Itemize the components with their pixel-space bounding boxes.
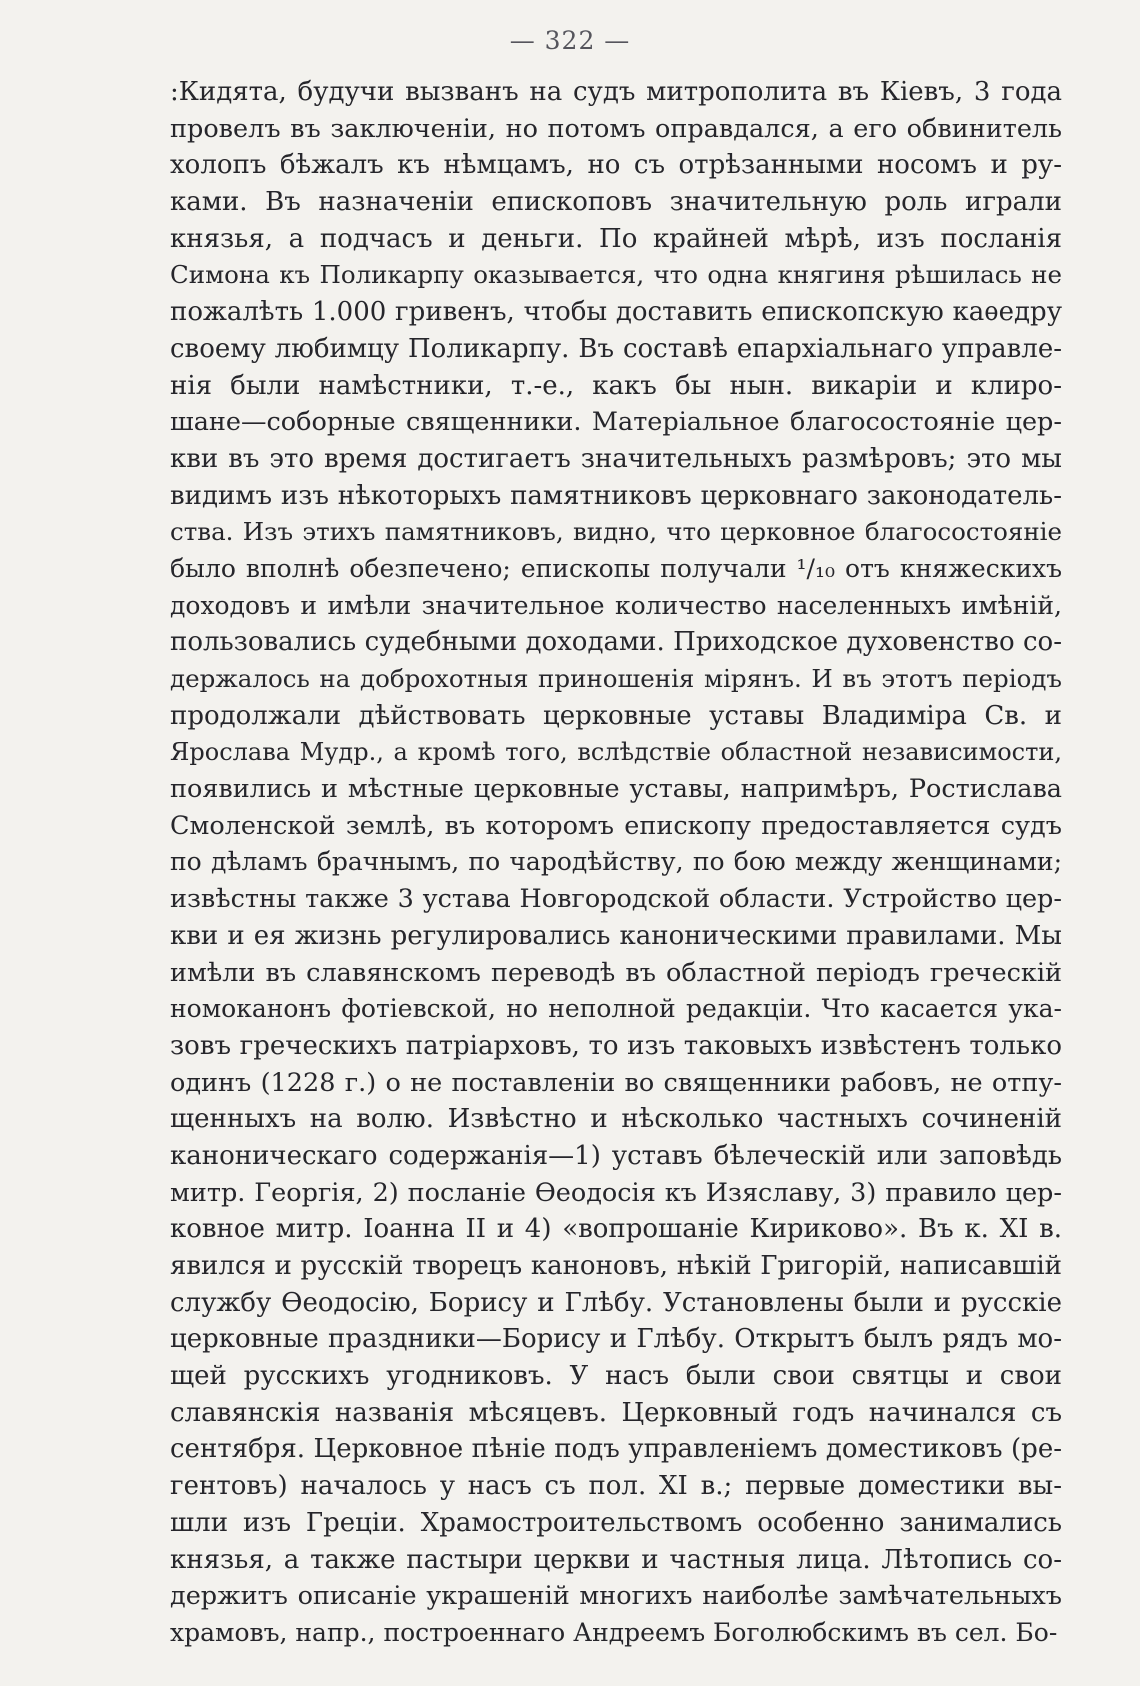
text-line: князья, а подчасъ и деньги. По крайней мѣрѣ, изъ посланія xyxy=(170,223,1062,254)
text-line: держитъ описаніе украшеній многихъ наиболѣе замѣчательныхъ xyxy=(170,1581,1062,1612)
text-line: ства. Изъ этихъ памятниковъ, видно, что церковное благосостояніе xyxy=(170,517,1062,547)
text-line: держалось на доброхотныя приношенія мірянъ. И въ этотъ періодъ xyxy=(170,664,1062,693)
text-line: пожалѣть 1.000 гривенъ, чтобы доставить епископскую каѳедру xyxy=(170,297,1062,328)
text-line: своему любимцу Поликарпу. Въ составѣ епархіальнаго управле- xyxy=(170,333,1062,364)
text-line: пользовались судебными доходами. Приходское духовенство со- xyxy=(170,627,1062,658)
text-line: ками. Въ назначеніи епископовъ значительную роль играли xyxy=(170,187,1062,218)
text-line: Ярослава Мудр., а кромѣ того, вслѣдствіе областной независимости, xyxy=(170,738,1062,767)
text-line: кви въ это время достигаетъ значительныхъ размѣровъ; это мы xyxy=(170,443,1062,474)
text-line: шли изъ Греціи. Храмостроительствомъ особенно занимались xyxy=(170,1507,1062,1538)
page-number: — 322 — xyxy=(509,26,631,55)
text-line: по дѣламъ брачнымъ, по чародѣйству, по бою между женщинами; xyxy=(170,847,1062,877)
text-line: одинъ (1228 г.) о не поставленіи во священники рабовъ, не отпу- xyxy=(170,1067,1062,1098)
text-line: службу Ѳеодосію, Борису и Глѣбу. Установлены были и русскіе xyxy=(170,1287,1062,1318)
text-line: шане—соборные священники. Матеріальное благосостояніе цер- xyxy=(170,407,1062,438)
body-text xyxy=(170,74,1062,1652)
text-line: продолжали дѣйствовать церковные уставы Владиміра Св. и xyxy=(170,700,1062,731)
text-line: храмовъ, напр., построеннаго Андреемъ Боголюбскимъ въ сел. Бо- xyxy=(170,1617,1058,1647)
text-line: провелъ въ заключеніи, но потомъ оправдался, а его обвинитель xyxy=(170,113,1062,144)
text-line: кви и ея жизнь регулировались каноническими правилами. Мы xyxy=(170,920,1062,951)
text-line: видимъ изъ нѣкоторыхъ памятниковъ церковнаго законодатель- xyxy=(170,480,1062,511)
text-line: зовъ греческихъ патріарховъ, то изъ таковыхъ извѣстенъ только xyxy=(170,1030,1062,1061)
text-line: щей русскихъ угодниковъ. У насъ были свои святцы и свои xyxy=(170,1361,1062,1392)
text-line: князья, а также пастыри церкви и частныя лица. Лѣтопись со- xyxy=(170,1544,1062,1575)
text-line: церковные праздники—Борису и Глѣбу. Открытъ былъ рядъ мо- xyxy=(170,1324,1062,1355)
text-line: митр. Георгія, 2) посланіе Ѳеодосія къ Изяславу, 3) правило цер- xyxy=(170,1177,1062,1208)
text-line: имѣли въ славянскомъ переводѣ въ областной періодъ греческій xyxy=(170,957,1062,988)
text-line: номоканонъ фотіевской, но неполной редакціи. Что касается ука- xyxy=(170,994,1062,1024)
text-line: гентовъ) началось у насъ съ пол. XI в.; первые доместики вы- xyxy=(170,1471,1062,1502)
text-line: появились и мѣстные церковные уставы, напримѣръ, Ростислава xyxy=(170,774,1062,805)
text-line: извѣстны также 3 устава Новгородской области. Устройство цер- xyxy=(170,884,1062,915)
text-line: сентября. Церковное пѣніе подъ управленіемъ доместиковъ (ре- xyxy=(170,1434,1062,1465)
text-line: явился и русскій творецъ каноновъ, нѣкій Григорій, написавшій xyxy=(170,1251,1062,1281)
text-line: ковное митр. Іоанна II и 4) «вопрошаніе Кириково». Въ к. XI в. xyxy=(170,1214,1062,1245)
text-line: Смоленской землѣ, въ которомъ епископу предоставляется судъ xyxy=(170,810,1062,841)
text-line: доходовъ и имѣли значительное количество населенныхъ имѣній, xyxy=(170,590,1062,620)
text-line: щенныхъ на волю. Извѣстно и нѣсколько частныхъ сочиненій xyxy=(170,1104,1062,1135)
text-line: нія были намѣстники, т.-е., какъ бы нын. викаріи и клиро- xyxy=(170,370,1062,401)
text-line: славянскія названія мѣсяцевъ. Церковный годъ начинался съ xyxy=(170,1397,1062,1428)
text-line: холопъ бѣжалъ къ нѣмцамъ, но съ отрѣзанными носомъ и ру- xyxy=(170,150,1062,181)
text-line: :Кидята, будучи вызванъ на судъ митрополита въ Кіевъ, 3 года xyxy=(170,77,1062,107)
text-line: каноническаго содержанія—1) уставъ бѣлеческій или заповѣдь xyxy=(170,1140,1062,1171)
text-line: было вполнѣ обезпечено; епископы получали ¹/₁₀ отъ княжескихъ xyxy=(170,553,1062,583)
text-line: Симона къ Поликарпу оказывается, что одна княгиня рѣшилась не xyxy=(170,260,1062,290)
